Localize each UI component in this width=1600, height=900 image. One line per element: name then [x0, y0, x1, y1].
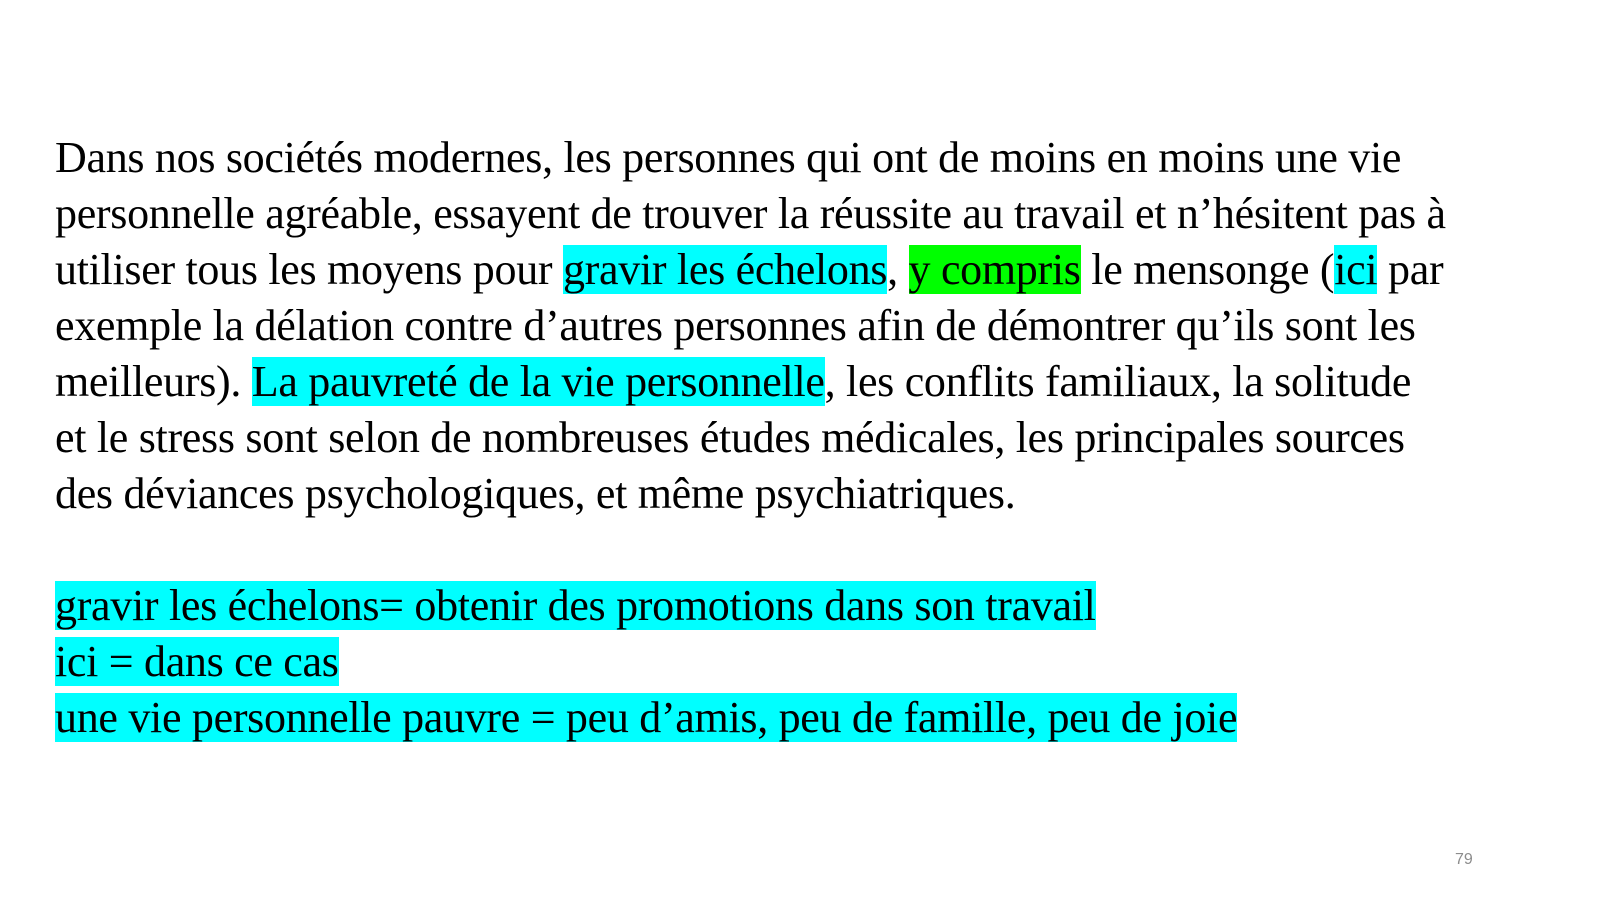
highlight-gravir-les-echelons: gravir les échelons	[562, 245, 888, 294]
glossary-entry	[55, 634, 1575, 690]
paragraph-line-2: personnelle agréable, essayent de trouver la réussite au travail et n’hésitent pas à	[55, 189, 1446, 238]
text-segment: ,	[887, 245, 909, 294]
highlight-pauvrete-vie-personnelle: La pauvreté de la vie personnelle	[251, 357, 825, 406]
glossary-text: gravir les échelons= obtenir des promotions dans son travail	[55, 581, 1096, 630]
page-number: 79	[1455, 851, 1473, 868]
paragraph-line-5	[55, 354, 1575, 410]
glossary-text: ici = dans ce cas	[55, 637, 339, 686]
text-segment: meilleurs).	[55, 357, 252, 406]
highlight-y-compris: y compris	[908, 245, 1081, 294]
paragraph-line-7: des déviances psychologiques, et même psychiatriques.	[55, 469, 1016, 518]
paragraph-line-4: exemple la délation contre d’autres personnes afin de démontrer qu’ils sont les	[55, 301, 1416, 350]
slide-body	[55, 130, 1575, 746]
glossary-entry	[55, 690, 1575, 746]
spacer	[55, 522, 1575, 578]
glossary-entry	[55, 578, 1575, 634]
paragraph-line-6: et le stress sont selon de nombreuses études médicales, les principales sources	[55, 413, 1405, 462]
highlight-ici: ici	[1334, 245, 1378, 294]
text-segment: , les conflits familiaux, la solitude	[824, 357, 1412, 406]
paragraph-line-1: Dans nos sociétés modernes, les personnes qui ont de moins en moins une vie	[55, 133, 1402, 182]
glossary-text: une vie personnelle pauvre = peu d’amis, peu de famille, peu de joie	[55, 693, 1238, 742]
text-segment: par	[1377, 245, 1444, 294]
paragraph-line-3	[55, 242, 1575, 298]
text-segment: utiliser tous les moyens pour	[55, 245, 563, 294]
text-segment: le mensonge (	[1080, 245, 1335, 294]
